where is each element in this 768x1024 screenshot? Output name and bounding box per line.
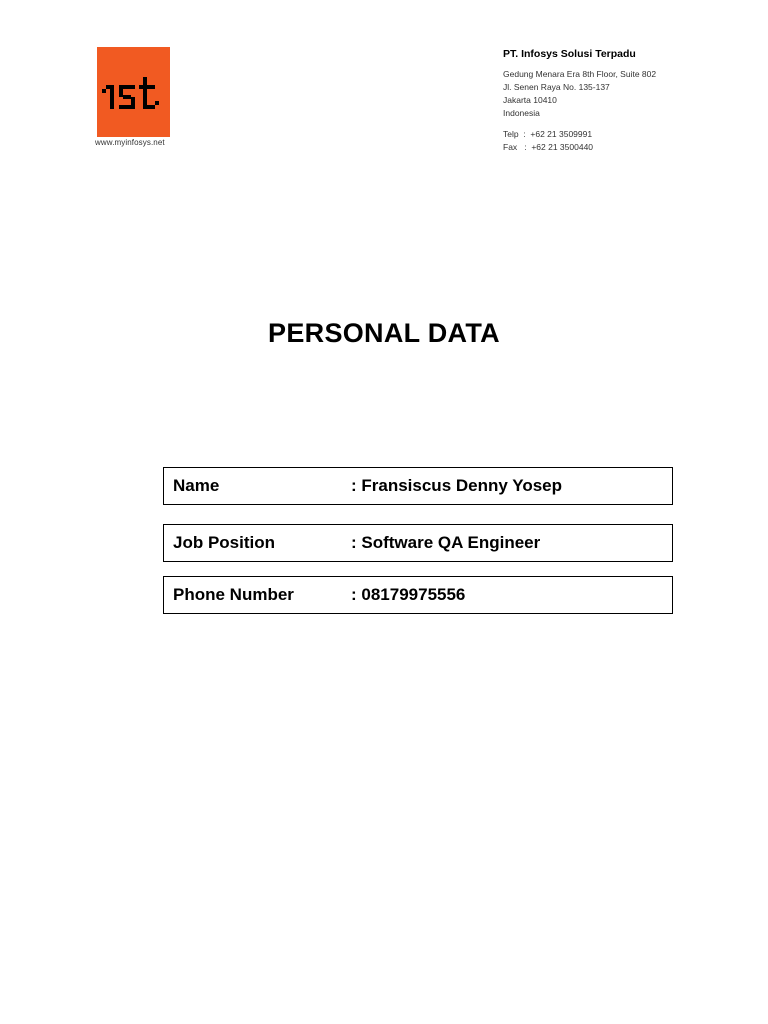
field-value: : Software QA Engineer bbox=[351, 533, 541, 552]
company-name: PT. Infosys Solusi Terpadu bbox=[503, 48, 636, 60]
field-value: : Fransiscus Denny Yosep bbox=[351, 476, 562, 495]
name-field-box bbox=[163, 467, 673, 505]
company-contact bbox=[503, 128, 743, 154]
field-label: Name bbox=[173, 476, 220, 495]
field-label: Job Position bbox=[173, 533, 275, 552]
address-line: Gedung Menara Era 8th Floor, Suite 802 bbox=[503, 69, 657, 79]
field-value: : 08179975556 bbox=[351, 585, 466, 604]
page-title: PERSONAL DATA bbox=[268, 318, 500, 348]
address-line: Indonesia bbox=[503, 108, 540, 118]
company-details bbox=[503, 48, 743, 154]
company-address bbox=[503, 68, 743, 120]
1st-logo-icon bbox=[97, 47, 170, 137]
fax-line: Fax : +62 21 3500440 bbox=[503, 142, 594, 152]
company-logo bbox=[97, 47, 170, 137]
website-link[interactable]: www.myinfosys.net bbox=[95, 138, 165, 147]
phone-line: Telp : +62 21 3509991 bbox=[503, 129, 593, 139]
phone-number-field-box bbox=[163, 576, 673, 614]
address-line: Jakarta 10410 bbox=[503, 95, 557, 105]
job-position-field-box bbox=[163, 524, 673, 562]
field-label: Phone Number bbox=[173, 585, 294, 604]
address-line: Jl. Senen Raya No. 135-137 bbox=[503, 82, 610, 92]
